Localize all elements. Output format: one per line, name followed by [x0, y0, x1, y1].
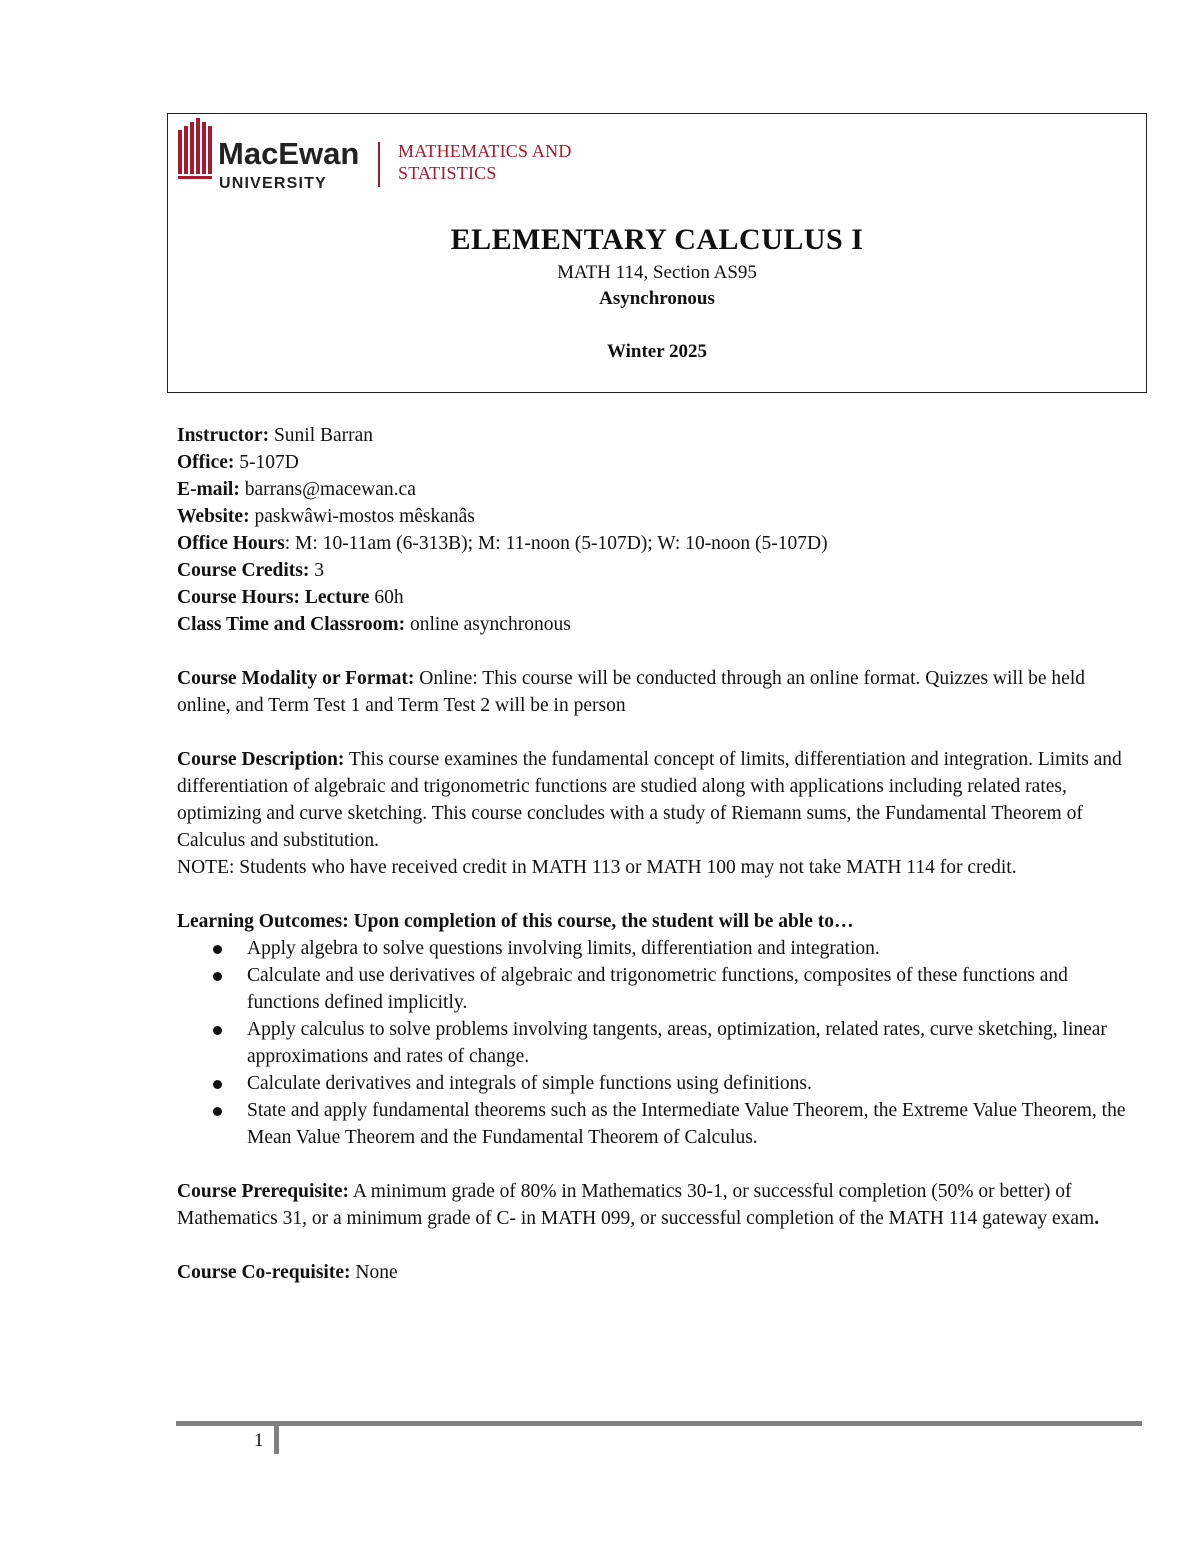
department-line1: MATHEMATICS AND: [398, 141, 572, 161]
learning-outcomes-heading: Learning Outcomes: Upon completion of this course, the student will be able to…: [177, 911, 854, 932]
email-line: E-mail: barrans@macewan.ca: [177, 479, 416, 500]
logo-name-line1: MacEwan: [218, 136, 360, 171]
bullet-icon: [213, 972, 222, 981]
class-time-line: Class Time and Classroom: online asynchronous: [177, 614, 571, 635]
office-hours-line: Office Hours: M: 10-11am (6-313B); M: 11-noon (5-107D); W: 10-noon (5-107D): [177, 533, 828, 554]
list-item: Calculate derivatives and integrals of simple functions using definitions.: [247, 1070, 1142, 1097]
email-link[interactable]: barrans@macewan.ca: [239, 479, 416, 500]
credits-line: Course Credits: 3: [177, 560, 324, 581]
description-section: Course Description: This course examines the fundamental concept of limits, differentiation and integration. Limits and differentiation of algebraic and trigonometric functions are studied along with applications including related rates, optimizing and curve sketching. This course concludes with a study of Riemann sums, the Fundamental Theorem of Calculus and substitution.: [177, 749, 1122, 851]
office-line: Office: 5-107D: [177, 452, 299, 473]
course-title: ELEMENTARY CALCULUS I: [450, 223, 864, 256]
course-term: Winter 2025: [606, 341, 708, 362]
description-note: NOTE: Students who have received credit in MATH 113 or MATH 100 may not take MATH 114 for credit.: [177, 857, 1017, 878]
prerequisite-section: Course Prerequisite: A minimum grade of 80% in Mathematics 30-1, or successful completion (50% or better) of Mathematics 31, or a minimum grade of C- in MATH 099, or successful completion of the MATH 114 gateway exam.: [177, 1181, 1100, 1229]
syllabus-content: [177, 422, 1142, 1286]
list-item: Apply calculus to solve problems involving tangents, areas, optimization, related rates, curve sketching, linear approximations and rates of change.: [247, 1016, 1142, 1070]
macewan-logo-mark: [178, 118, 388, 194]
list-item: Calculate and use derivatives of algebraic and trigonometric functions, composites of these functions and functions defined implicitly.: [247, 962, 1142, 1016]
title-block: [168, 222, 1146, 365]
instructor-line: Instructor: Sunil Barran: [177, 425, 374, 446]
website-line: Website: paskwâwi-mostos mêskanâs: [177, 506, 475, 527]
bullet-icon: [213, 1026, 222, 1035]
modality-section: Course Modality or Format: Online: This course will be conducted through an online format. Quizzes will be held online, and Term Test 1 and Term Test 2 will be in person: [177, 668, 1085, 716]
corequisite-section: Course Co-requisite: None: [177, 1262, 398, 1283]
footer-divider: [274, 1426, 279, 1454]
department-name: [398, 140, 572, 184]
bullet-icon: [213, 1107, 222, 1116]
logo-name-line2: UNIVERSITY: [219, 175, 328, 192]
list-item: Apply algebra to solve questions involving limits, differentiation and integration.: [247, 935, 1142, 962]
bullet-icon: [213, 945, 222, 954]
course-section: MATH 114, Section AS95: [557, 262, 757, 283]
hours-line: Course Hours: Lecture 60h: [177, 587, 404, 608]
bullet-icon: [213, 1080, 222, 1089]
learning-outcomes-list: [177, 935, 1142, 1151]
footer-rule: [176, 1421, 1142, 1426]
department-line2: STATISTICS: [398, 163, 497, 183]
header-box: [167, 113, 1147, 393]
page-number: 1: [254, 1430, 264, 1451]
course-modality: Asynchronous: [599, 288, 715, 309]
list-item: State and apply fundamental theorems such as the Intermediate Value Theorem, the Extreme Value Theorem, the Mean Value Theorem and the Fundamental Theorem of Calculus.: [247, 1097, 1142, 1151]
macewan-logo: [178, 118, 388, 199]
